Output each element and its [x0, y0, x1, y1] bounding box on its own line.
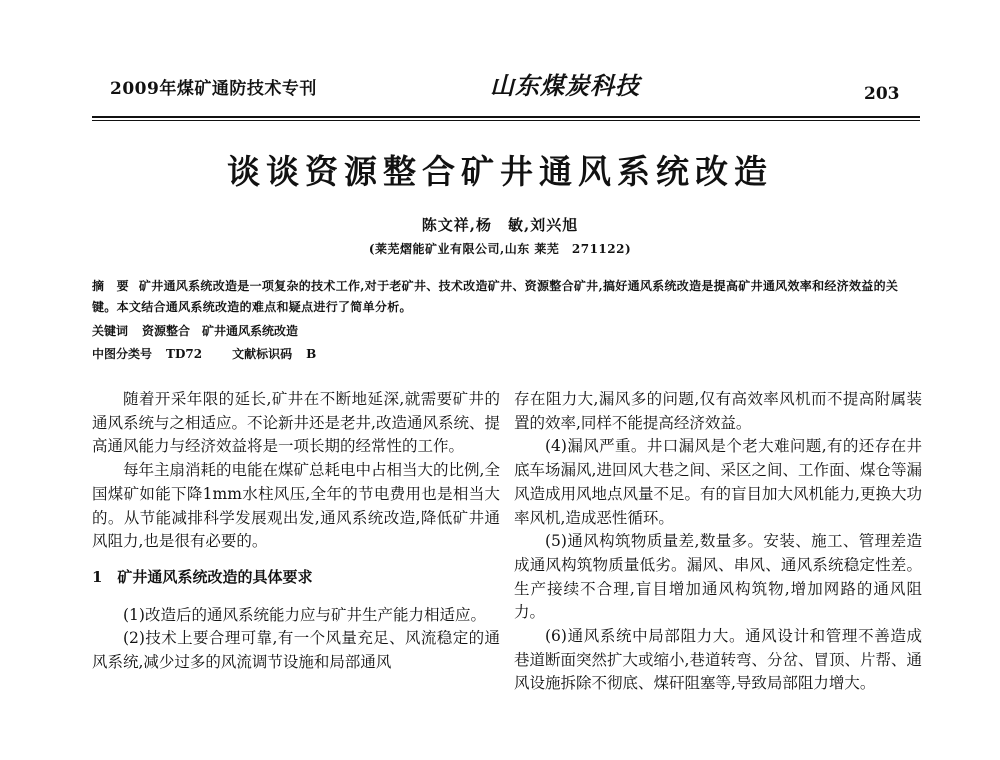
- header-rule-thick: [92, 116, 920, 118]
- paragraph: 每年主扇消耗的电能在煤矿总耗电中占相当大的比例,全国煤矿如能下降1mm水柱风压,全年的节电费用也是相当大的。从节能减排科学发展观出发,通风系统改造,降低矿井通风阻力,也是很有必要的。: [92, 461, 500, 551]
- header-rule-thin: [92, 120, 920, 121]
- paragraph: 随着开采年限的延长,矿井在不断地延深,就需要矿井的通风系统与之相适应。不论新井还是老井,改造通风系统、提高通风能力与经济效益将是一项长期的经常性的工作。: [92, 390, 500, 456]
- page-number: 203: [864, 84, 900, 104]
- paragraph: (6)通风系统中局部阻力大。通风设计和管理不善造成巷道断面突然扩大或缩小,巷道转弯、分岔、冒顶、片帮、通风设施拆除不彻底、煤矸阻塞等,导致局部阻力增大。: [514, 627, 922, 693]
- paragraph: (5)通风构筑物质量差,数量多。安装、施工、管理差造成通风构筑物质量低劣。漏风、串风、通风系统稳定性差。生产接续不合理,盲目增加通风构筑物,增加网路的通风阻力。: [514, 532, 922, 622]
- paragraph: (2)技术上要合理可靠,有一个风量充足、风流稳定的通风系统,减少过多的风流调节设施和局部通风: [92, 629, 500, 672]
- journal-issue: 2009年煤矿通防技术专刊: [110, 79, 317, 99]
- paragraph: (4)漏风严重。井口漏风是个老大难问题,有的还存在井底车场漏风,进回风大巷之间、采区之间、工作面、煤仓等漏风造成用风地点风量不足。有的盲目加大风机能力,更换大功率风机,造成恶性循环。: [514, 437, 922, 527]
- article-affiliation: (莱芜熠能矿业有限公司,山东 莱芜 271122): [368, 242, 632, 256]
- body-column-right: [514, 388, 922, 696]
- paragraph: 存在阻力大,漏风多的问题,仅有高效率风机而不提高附属装置的效率,同样不能提高经济效益。: [514, 390, 922, 432]
- doc-code-value: B: [306, 347, 317, 361]
- section-heading: 1 矿井通风系统改造的具体要求: [92, 567, 313, 586]
- body-column-left: [92, 388, 500, 675]
- classification-line: [92, 345, 316, 362]
- paragraph: (1)改造后的通风系统能力应与矿井生产能力相适应。: [123, 605, 486, 624]
- article-authors: 陈文祥,杨 敏,刘兴旭: [421, 216, 579, 234]
- article-title: 谈谈资源整合矿井通风系统改造: [227, 152, 773, 191]
- journal-logo: 山东煤炭科技: [490, 71, 640, 100]
- keywords-value: 资源整合 矿井通风系统改造: [142, 324, 299, 338]
- doc-code-label: 文献标识码: [232, 347, 293, 361]
- keywords-line: [92, 322, 298, 339]
- abstract-label: 摘 要: [92, 279, 129, 293]
- clc-label: 中图分类号: [92, 347, 153, 361]
- keywords-label: 关键词: [92, 324, 129, 338]
- abstract: [92, 276, 922, 318]
- clc-value: TD72: [166, 347, 203, 361]
- abstract-text: 矿井通风系统改造是一项复杂的技术工作,对于老矿井、技术改造矿井、资源整合矿井,搞好通风系统改造是提高矿井通风效率和经济效益的关键。本文结合通风系统改造的难点和疑点进行了简单分析。: [92, 279, 899, 314]
